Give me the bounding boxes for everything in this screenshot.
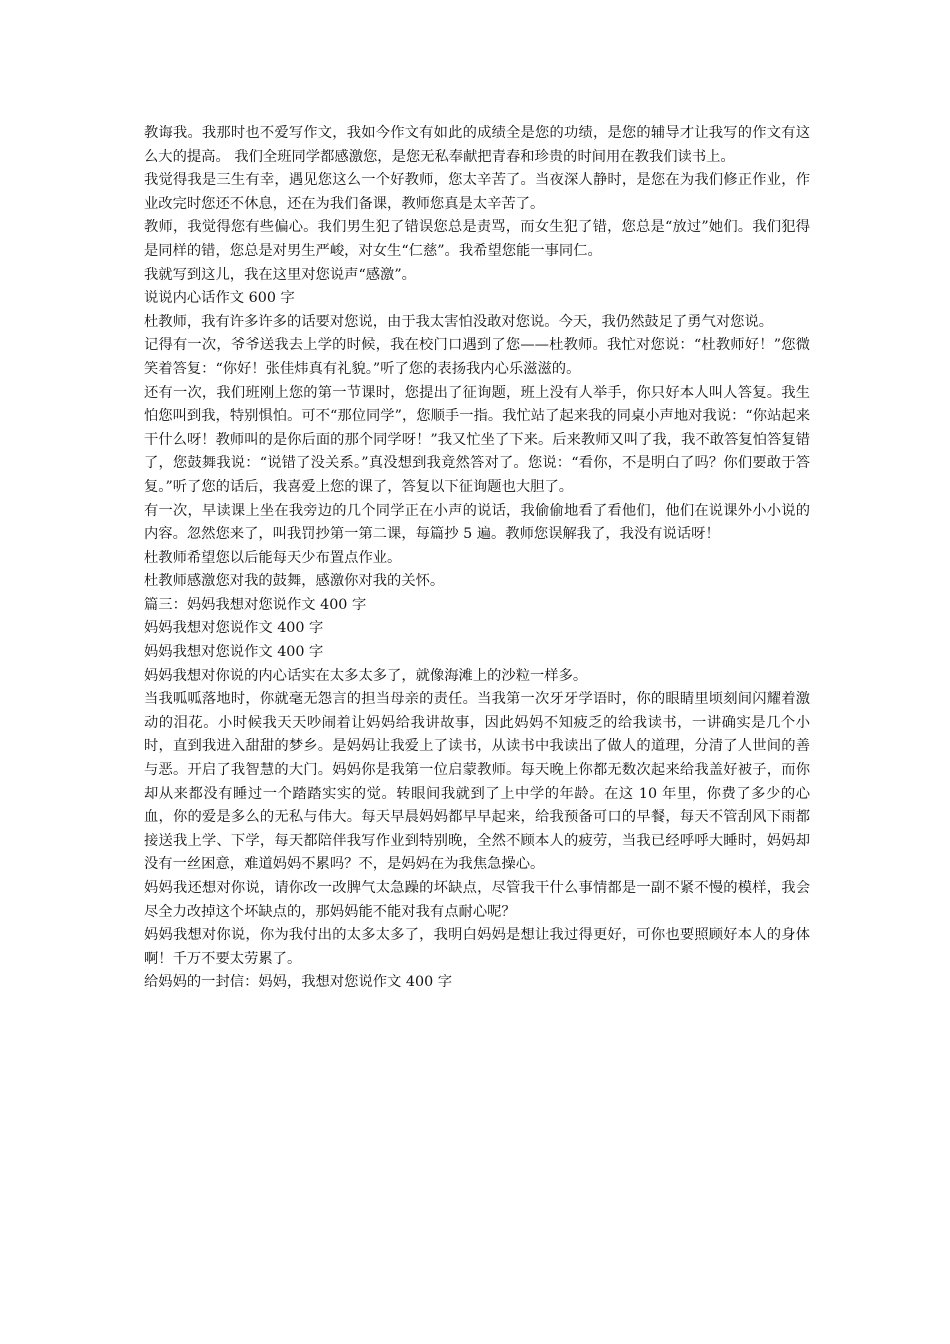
document-body [144,122,810,995]
paragraph: 杜教师，我有许多许多的话要对您说，由于我太害怕没敢对您说。今天，我仍然鼓足了勇气对您说。 [144,313,774,330]
section-heading: 妈妈我想对您说作文 400 字 [144,620,324,637]
paragraph: 教师，我觉得您有些偏心。我们男生犯了错误您总是责骂，而女生犯了错，您总是“放过”她们。我们犯得是同样的错，您总是对男生严峻，对女生“仁慈”。我希望您能一事同仁。 [144,219,810,259]
paragraph: 我觉得我是三生有幸，遇见您这么一个好教师，您太辛苦了。当夜深人静时，是您在为我们修正作业，作业改完时您还不休息，还在为我们备课，教师您真是太辛苦了。 [144,172,810,212]
paragraph: 杜教师希望您以后能每天少布置点作业。 [144,549,402,566]
paragraph: 有一次，早读课上坐在我旁边的几个同学正在小声的说话，我偷偷地看了看他们，他们在说课外小小说的内容。忽然您来了，叫我罚抄第一第二课，每篇抄 5 遍。教师您误解我了，我没有说话呀！ [144,502,810,543]
paragraph: 当我呱呱落地时，你就毫无怨言的担当母亲的责任。当我第一次牙牙学语时，你的眼睛里顷刻间闪耀着激动的泪花。小时候我天天吵闹着让妈妈给我讲故事，因此妈妈不知疲乏的给我读书，一讲确实是几个小时，直到我进入甜甜的梦乡。是妈妈让我爱上了读书，从读书中我读出了做人的道理，分清了人世间的善与恶。开启了我智慧的大门。妈妈你是我第一位启蒙教师。每天晚上你都无数次起来给我盖好被子，而你却从来都没有睡过一个踏踏实实的觉。转眼间我就到了上中学的年龄。在这 10 年里，你费了多少的心血，你的爱是多么的无私与伟大。每天早晨妈妈都早早起来，给我预备可口的早餐，每天不管刮风下雨都接送我上学、下学，每天都陪伴我写作业到特别晚，全然不顾本人的疲劳，当我已经呼呼大睡时，妈妈却没有一丝困意，难道妈妈不累吗？不，是妈妈在为我焦急操心。 [144,691,810,873]
paragraph: 杜教师感激您对我的鼓舞，感激你对我的关怀。 [144,573,445,590]
section-heading: 篇三：妈妈我想对您说作文 400 字 [144,596,367,613]
section-heading: 说说内心话作文 600 字 [144,290,295,307]
paragraph: 教诲我。我那时也不爱写作文，我如今作文有如此的成绩全是您的功绩，是您的辅导才让我写的作文有这么大的提高。 我们全班同学都感激您，是您无私奉献把青春和珍贵的时间用在教我们读书上。 [144,125,810,165]
section-heading: 妈妈我想对您说作文 400 字 [144,644,324,661]
paragraph: 记得有一次，爷爷送我去上学的时候，我在校门口遇到了您——杜教师。我忙对您说：“杜教师好！”您微笑着答复：“你好！张佳炜真有礼貌。”听了您的表扬我内心乐滋滋的。 [144,337,810,377]
paragraph: 我就写到这儿，我在这里对您说声“感激”。 [144,266,416,283]
paragraph: 妈妈我还想对你说，请你改一改脾气太急躁的坏缺点，尽管我干什么事情都是一副不紧不慢的模样，我会尽全力改掉这个坏缺点的，那妈妈能不能对我有点耐心呢？ [144,880,810,920]
paragraph: 妈妈我想对你说的内心话实在太多太多了，就像海滩上的沙粒一样多。 [144,667,588,684]
paragraph: 妈妈我想对你说，你为我付出的太多太多了，我明白妈妈是想让我过得更好，可你也要照顾好本人的身体啊！千万不要太劳累了。 [144,927,810,967]
section-heading: 给妈妈的一封信：妈妈，我想对您说作文 400 字 [144,974,453,991]
paragraph: 还有一次，我们班刚上您的第一节课时，您提出了征询题，班上没有人举手，你只好本人叫人答复。我生怕您叫到我，特别惧怕。可不“那位同学”，您顺手一指。我忙站了起来我的同桌小声地对我说：“你站起来干什么呀！教师叫的是你后面的那个同学呀！”我又忙坐了下来。后来教师又叫了我，我不敢答复怕答复错了，您鼓舞我说：“说错了没关系。”真没想到我竟然答对了。您说：“看你，不是明白了吗？你们要敢于答复。”听了您的话后，我喜爱上您的课了，答复以下征询题也大胆了。 [144,384,810,495]
